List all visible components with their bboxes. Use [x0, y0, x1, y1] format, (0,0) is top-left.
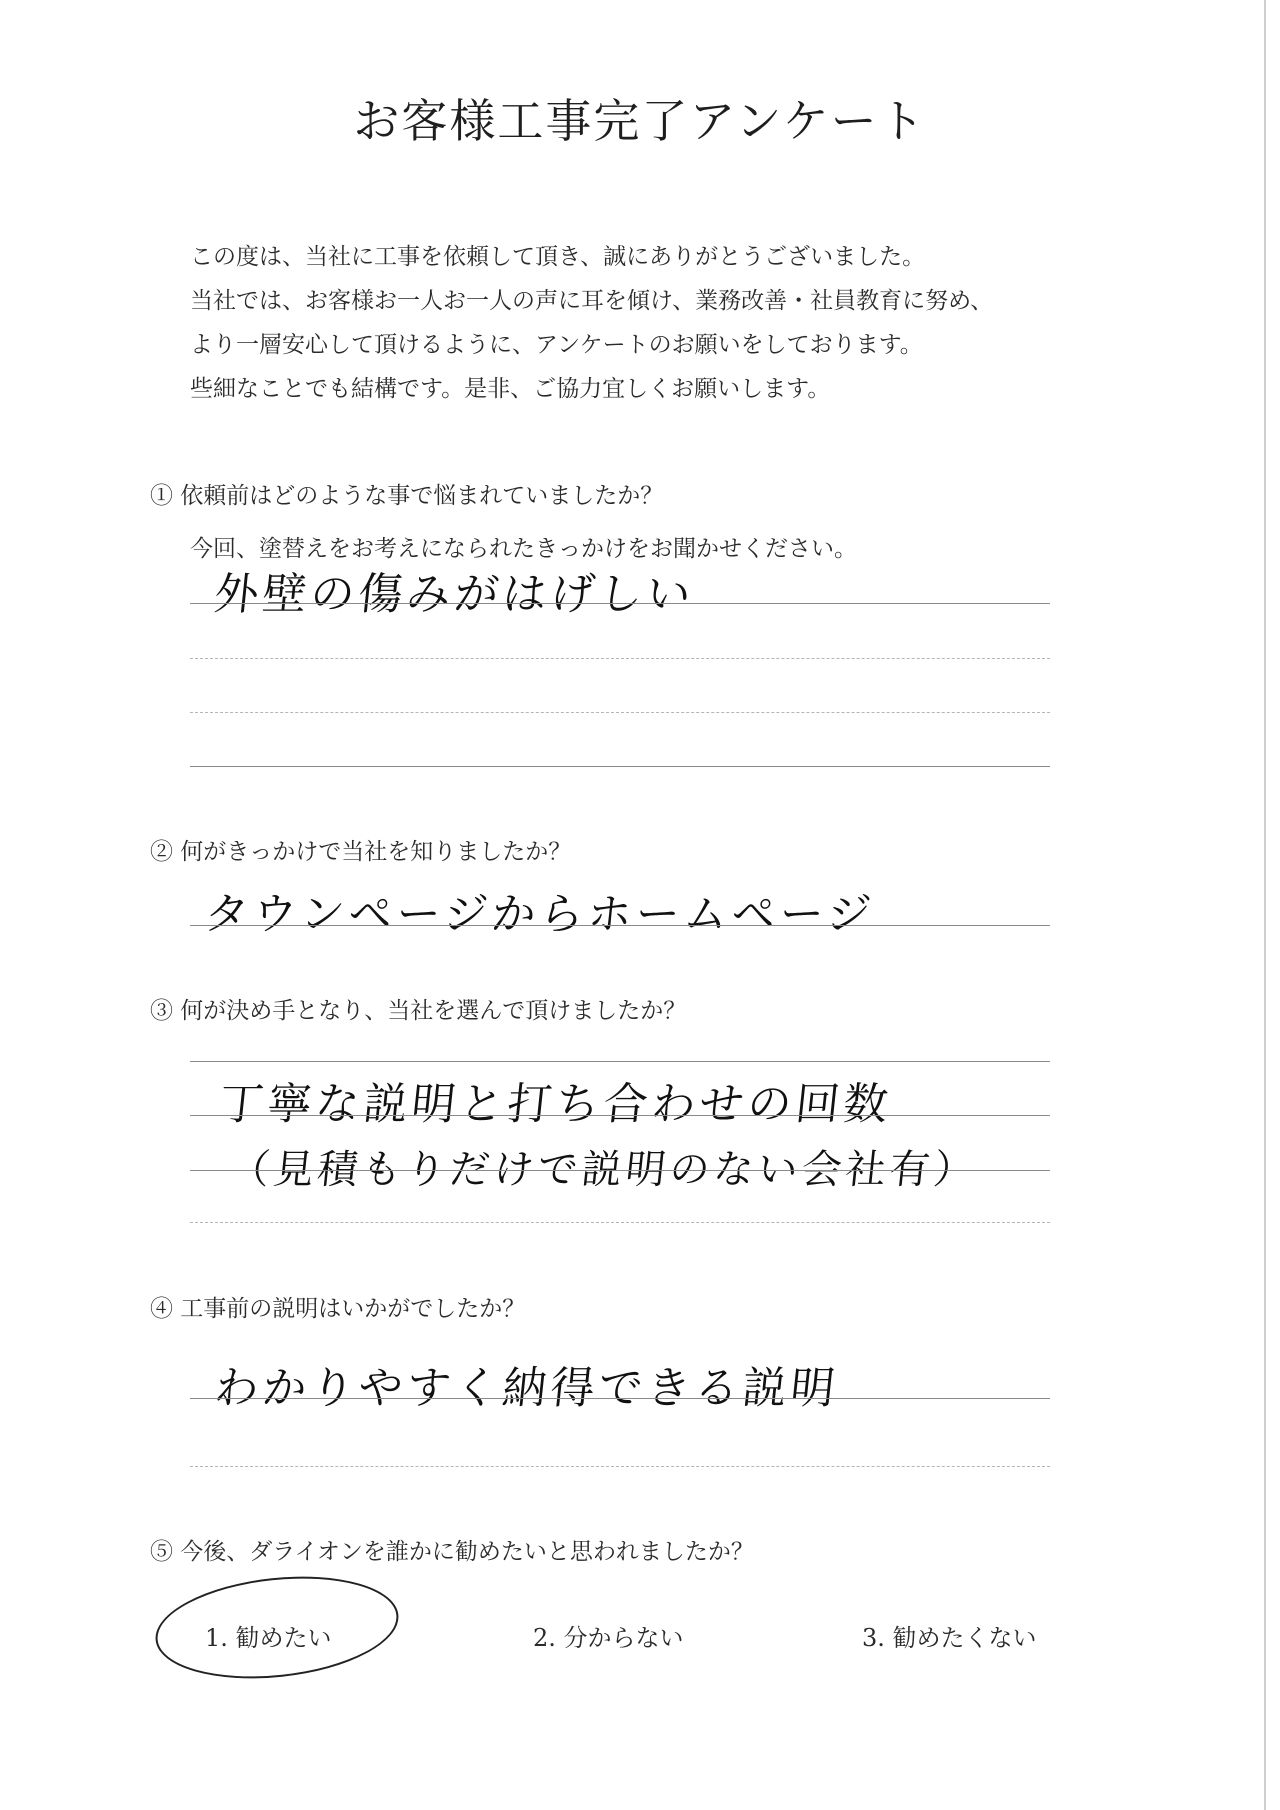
intro-line: より一層安心して頂けるように、アンケートのお願いをしております。 — [190, 332, 923, 358]
answer-2-text: タウンページからホームページ — [201, 889, 878, 940]
answer-line — [190, 1222, 1050, 1223]
answer-line — [190, 1061, 1050, 1062]
answer-line — [190, 1115, 1050, 1116]
form-title: お客様工事完了アンケート — [353, 94, 927, 148]
answer-line — [190, 603, 1050, 604]
option-unsure[interactable]: 2. 分からない — [533, 1624, 684, 1652]
answer-4-text: わかりやすく納得できる説明 — [211, 1363, 842, 1414]
answer-line — [190, 766, 1050, 767]
question-3-label: ③ 何が決め手となり、当社を選んで頂けましたか？ — [150, 998, 687, 1024]
answer-3-note: （見積もりだけで説明のない会社有） — [227, 1147, 981, 1193]
scan-edge — [1264, 0, 1266, 1810]
option-recommend[interactable]: 1. 勧めたい — [205, 1624, 332, 1652]
answer-line — [190, 658, 1050, 659]
answer-line — [190, 1398, 1050, 1399]
answer-line — [190, 925, 1050, 926]
answer-line — [190, 1466, 1050, 1467]
answer-3-text: 丁寧な説明と打ち合わせの回数 — [216, 1079, 895, 1130]
intro-line: 当社では、お客様お一人お一人の声に耳を傾け、業務改善・社員教育に努め、 — [190, 288, 994, 314]
question-4-label: ④ 工事前の説明はいかがでしたか？ — [150, 1296, 526, 1322]
option-not-recommend[interactable]: 3. 勧めたくない — [862, 1624, 1037, 1652]
answer-line — [190, 712, 1050, 713]
intro-text — [190, 235, 993, 411]
question-5-label: ⑤ 今後、ダライオンを誰かに勧めたいと思われましたか？ — [150, 1539, 754, 1565]
intro-line: この度は、当社に工事を依頼して頂き、誠にありがとうございました。 — [190, 244, 926, 270]
question-2-label: ② 何がきっかけで当社を知りましたか？ — [150, 839, 572, 865]
question-1-sub: 今回、塗替えをお考えになられたきっかけをお聞かせください。 — [190, 536, 857, 562]
question-1-label: ① 依頼前はどのような事で悩まれていましたか？ — [150, 483, 664, 509]
answer-line — [190, 1170, 1050, 1171]
answer-1-text: 外壁の傷みがはげしい — [211, 569, 698, 620]
intro-line: 些細なことでも結構です。是非、ご協力宜しくお願いします。 — [190, 376, 831, 402]
